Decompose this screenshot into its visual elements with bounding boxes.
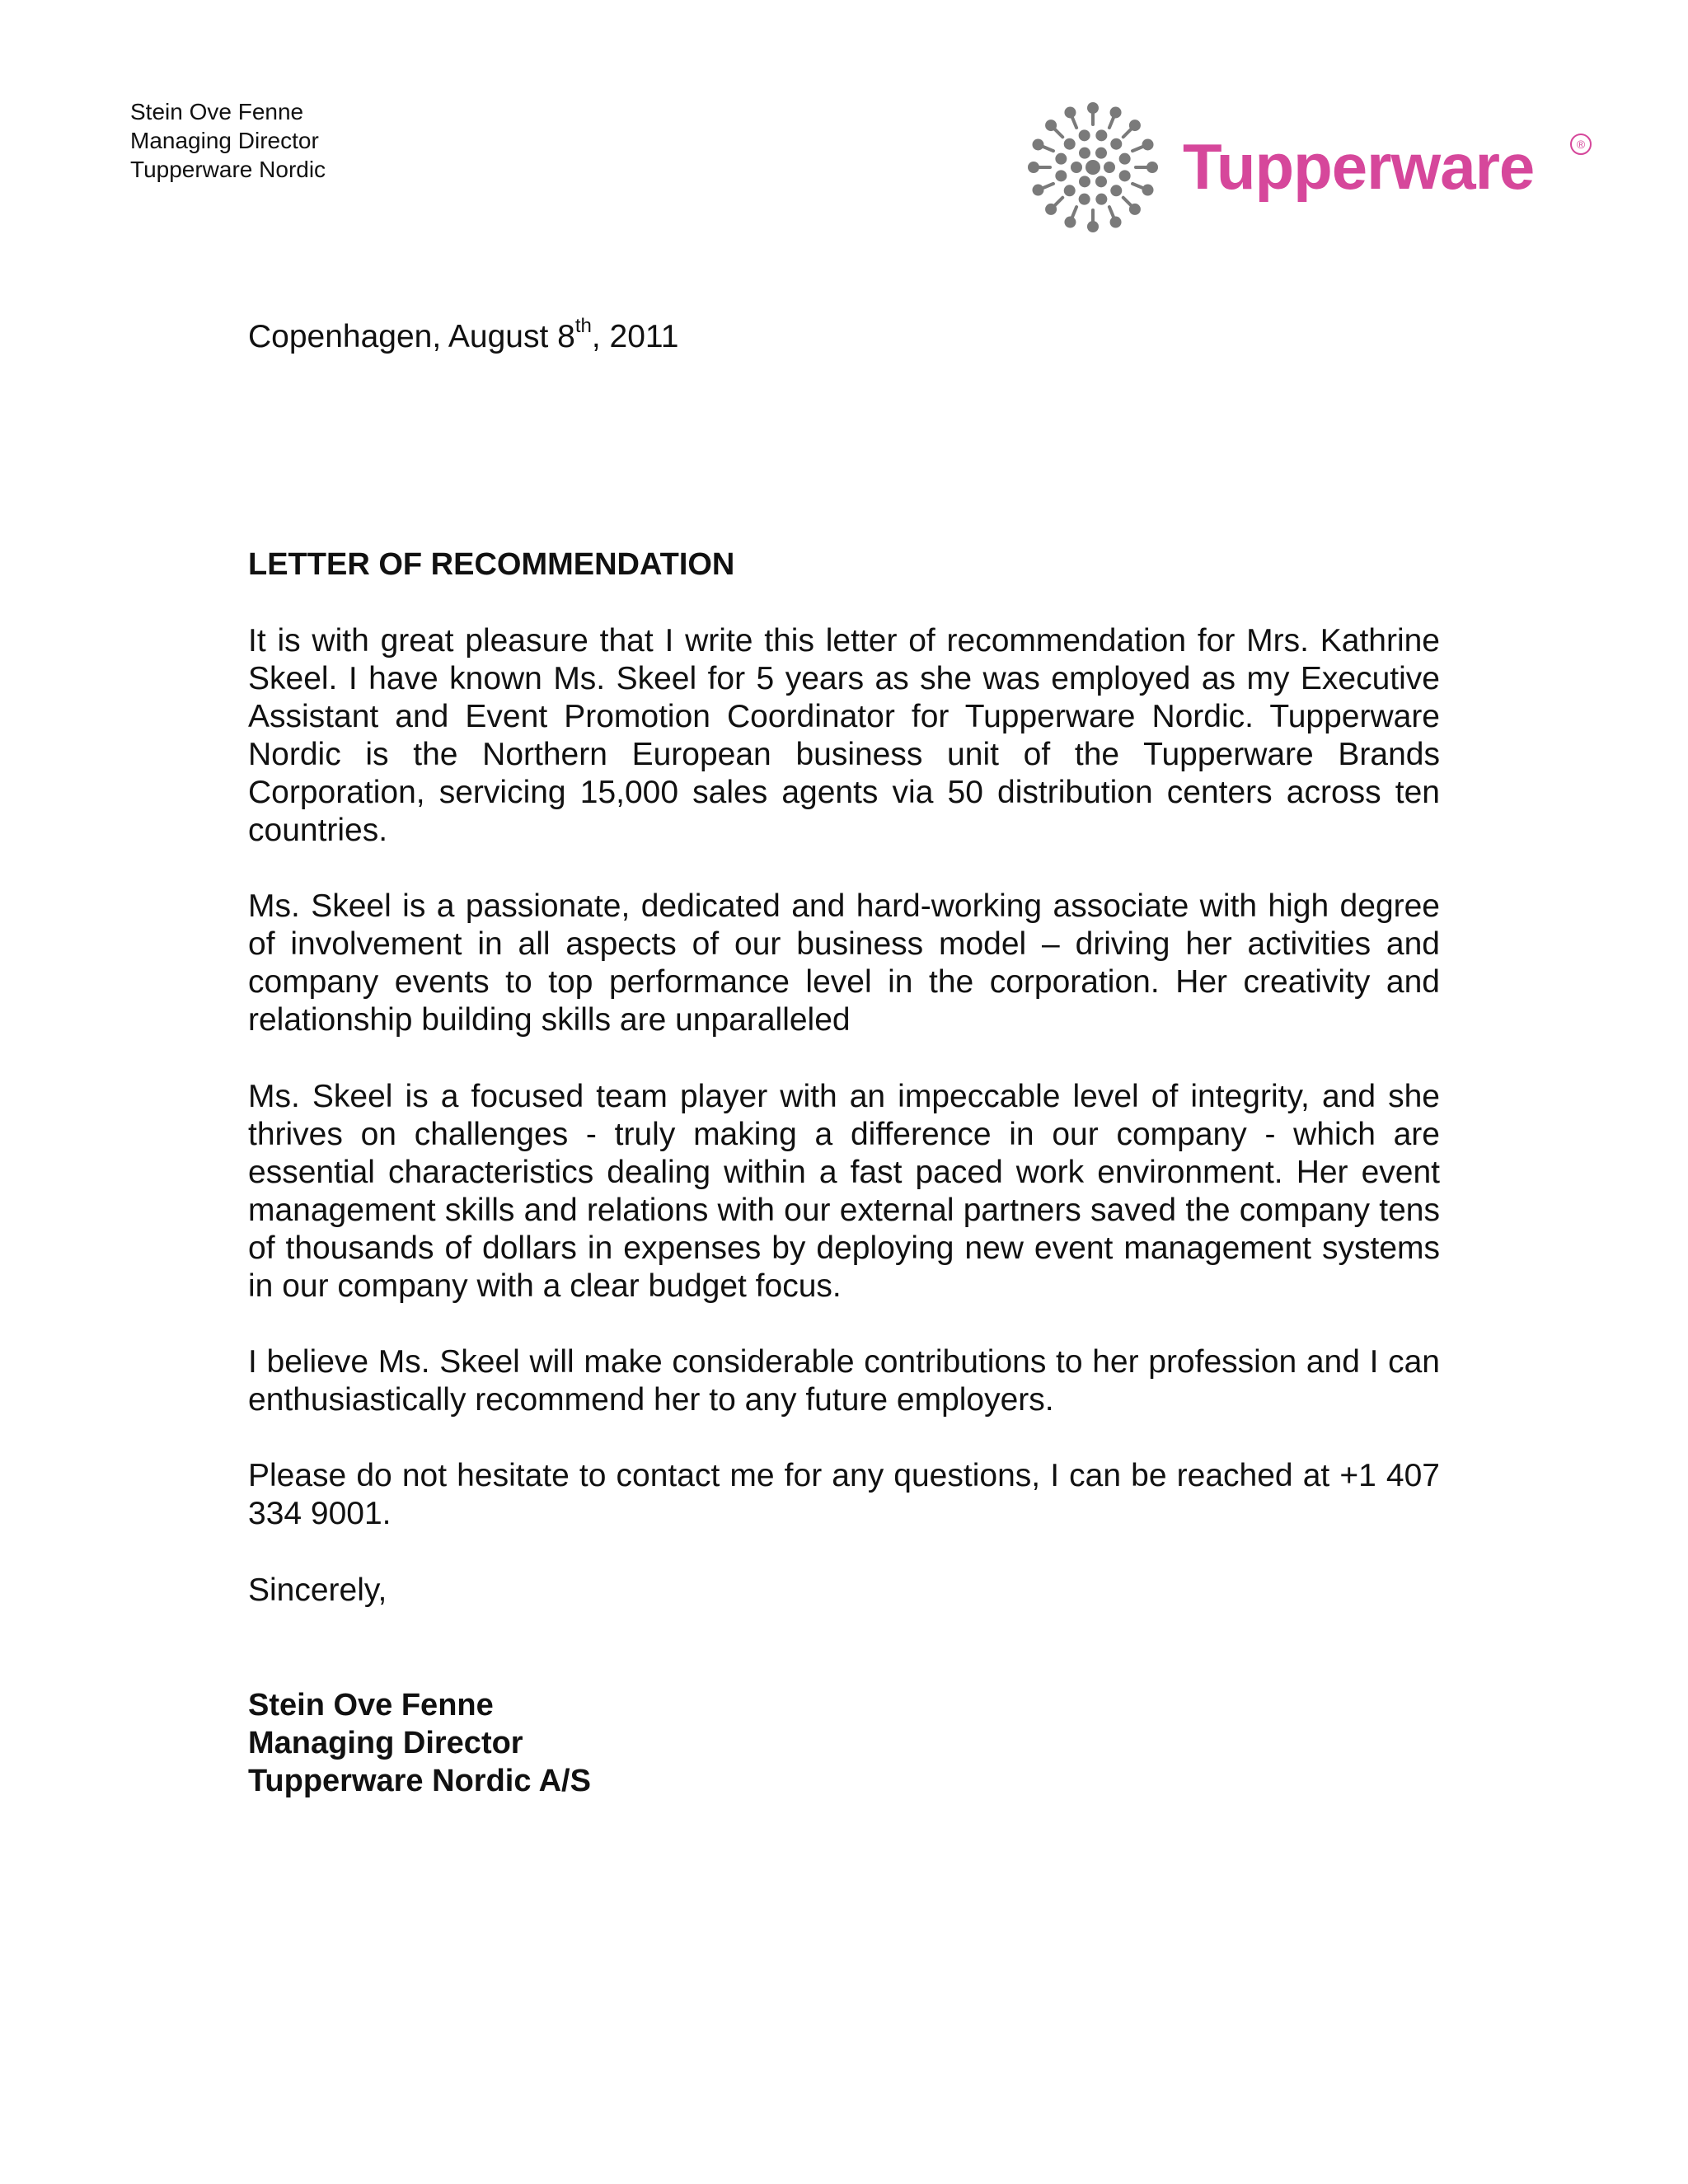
body-paragraph-5: Please do not hesitate to contact me for any questions, I can be reached at +1 407 334 9001. [248,1458,1440,1531]
tupperware-flower-logo-icon [1026,101,1160,234]
tupperware-logo [1026,101,1595,232]
logo-wordmark: Tupperware [1183,130,1535,203]
signature-company: Tupperware Nordic A/S [248,1764,591,1798]
sender-name: Stein Ove Fenne [130,99,304,124]
dateline-ordinal: th [574,315,592,337]
dateline-prefix: Copenhagen, August 8 [248,319,575,354]
body-paragraph-4: I believe Ms. Skeel will make considerable contributions to her profession and I can enthusiastically recommend her to any future employers. [248,1344,1440,1418]
dateline-suffix: , 2011 [591,319,679,354]
signature-name: Stein Ove Fenne [248,1688,494,1722]
dateline [248,315,679,356]
registered-mark: ® [1570,134,1592,155]
sender-company: Tupperware Nordic [130,157,326,182]
closing: Sincerely, [248,1572,387,1608]
body-paragraph-3: Ms. Skeel is a focused team player with an impeccable level of integrity, and she thrives on challenges - truly making a difference in our company - which are essential characteristics dealing within a fast paced work environment. Her event management skills and relations with our external partners saved the company tens of thousands of dollars in expenses by deploying new event management systems in our company with a clear budget focus. [248,1079,1440,1304]
sender-block [130,97,326,184]
signature-title: Managing Director [248,1726,523,1760]
body-paragraph-1: It is with great pleasure that I write this letter of recommendation for Mrs. Kathrine Skeel. I have known Ms. Skeel for 5 years as she was employed as my Executive Assistant and Event Promotion Coordinator for Tupperware Nordic. Tupperware Nordic is the Northern European business unit of the Tupperware Brands Corporation, servicing 15,000 sales agents via 50 distribution centers across ten countries. [248,623,1440,848]
signature-block [248,1686,591,1800]
body-paragraph-2: Ms. Skeel is a passionate, dedicated and hard-working associate with high degree of involvement in all aspects of our business model – driving her activities and company events to top performance level in the corporation. Her creativity and relationship building skills are unparalleled [248,888,1440,1038]
sender-title: Managing Director [130,128,319,153]
letter-subject: LETTER OF RECOMMENDATION [248,547,735,582]
